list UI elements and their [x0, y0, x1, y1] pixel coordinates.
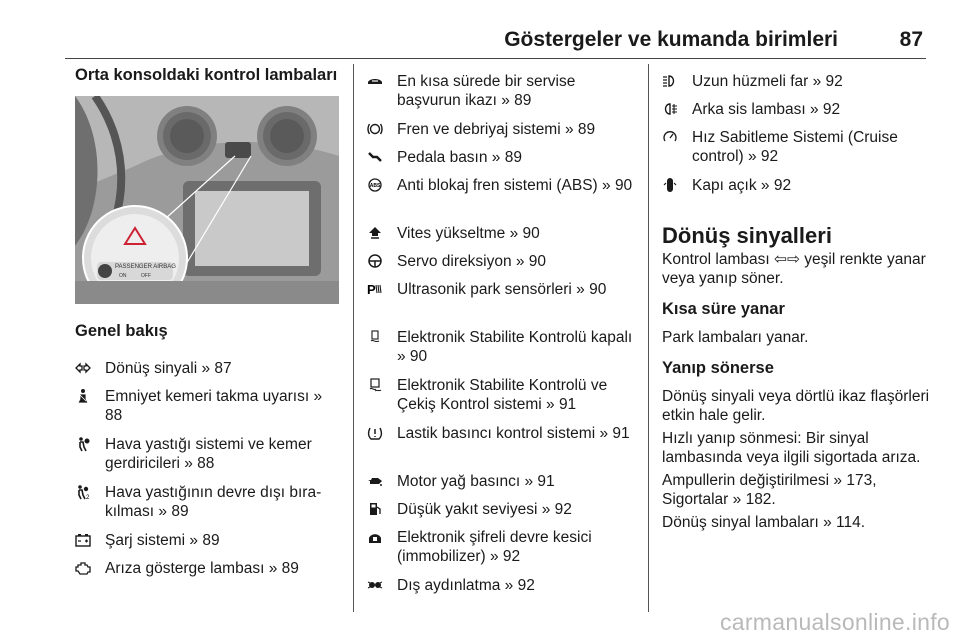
rear-fog-icon	[662, 100, 692, 119]
abs-icon	[367, 176, 397, 195]
list-item-text: Dış aydınlatma » 92	[397, 577, 535, 594]
console-illustration	[75, 96, 339, 304]
engine-icon	[75, 559, 105, 578]
high-beam-icon	[662, 72, 692, 91]
list-item	[662, 100, 932, 119]
battery-icon	[75, 531, 105, 550]
list-item-text: Elektronik Stabilite Kontrolü ve Çekiş Kontrol sistemi » 91	[397, 377, 608, 413]
list-item	[367, 328, 637, 366]
watermark: carmanualsonline.info	[719, 609, 950, 635]
list-item-text: Motor yağ basıncı » 91	[397, 473, 555, 490]
list-item	[367, 472, 637, 491]
paragraph: Park lambaları yanar.	[662, 329, 809, 346]
list-item	[367, 148, 637, 167]
list-item-text: Anti blokaj fren sistemi (ABS) » 90	[397, 177, 633, 194]
subheading: Yanıp sönerse	[662, 359, 774, 377]
list-item-text: Dönüş sinyali » 87	[105, 360, 232, 377]
section-title: Orta konsoldaki kontrol lambaları	[75, 66, 338, 84]
exterior-light-icon	[367, 576, 397, 595]
list-item	[75, 559, 341, 578]
tire-pressure-icon	[367, 424, 397, 443]
list-item	[662, 128, 932, 166]
list-item	[75, 483, 341, 521]
list-item-text: Pedala basın » 89	[397, 149, 522, 166]
fuel-icon	[367, 500, 397, 519]
list-item	[367, 424, 637, 443]
page-number: 87	[899, 28, 923, 51]
steering-icon	[367, 252, 397, 271]
list-item	[367, 576, 637, 595]
list-item	[367, 72, 637, 110]
svg-text:ABS: ABS	[369, 183, 381, 189]
list-item-text: Ultrasonik park sensörleri » 90	[397, 281, 607, 298]
paragraph: Dönüş sinyal lambaları » 114.	[662, 514, 866, 531]
pedal-icon	[367, 148, 397, 167]
list-item-text: Kapı açık » 92	[692, 177, 792, 194]
seatbelt-icon	[75, 387, 105, 425]
paragraph: Ampullerin değiştirilmesi » 173, Sigortalar » 182.	[662, 472, 877, 508]
console-photo	[75, 96, 339, 304]
esc-icon	[367, 376, 397, 414]
airbag-off-icon	[75, 483, 105, 521]
door-open-icon	[662, 176, 692, 195]
header-title: Göstergeler ve kumanda birimleri	[504, 28, 838, 51]
oil-icon	[367, 472, 397, 491]
list-item	[662, 176, 932, 195]
list-item	[367, 500, 637, 519]
airbag-icon	[75, 435, 105, 473]
subheading: Kısa süre yanar	[662, 300, 785, 318]
list-item-text: Elektronik şifreli devre kesici (immobilizer) » 92	[397, 529, 592, 565]
list-item-text: Düşük yakıt seviyesi » 92	[397, 501, 572, 518]
airbag-on-label: ON	[119, 273, 127, 279]
list-item	[367, 252, 637, 271]
list-item	[75, 359, 341, 378]
list-item-text: Hava yastığının devre dışı bırakılması » 89	[105, 484, 322, 520]
park-sensor-icon	[367, 280, 397, 299]
cruise-control-icon	[662, 128, 692, 166]
list-item-text: Şarj sistemi » 89	[105, 532, 220, 549]
list-item-text: Emniyet kemeri takma uyarısı » 88	[105, 388, 323, 424]
paragraph: Dönüş sinyali veya dörtlü ikaz flaşörleri etkin hale gelir.	[662, 388, 930, 424]
overview-title: Genel bakış	[75, 322, 168, 340]
airbag-off-label: OFF	[141, 273, 151, 279]
brake-icon	[367, 120, 397, 139]
list-item	[75, 531, 341, 550]
list-item-text: Elektronik Stabilite Kontrolü kapalı » 90	[397, 329, 633, 365]
list-item-text: Arıza gösterge lambası » 89	[105, 560, 299, 577]
list-item-text: Vites yükseltme » 90	[397, 225, 540, 242]
list-item-text: Hava yastığı sistemi ve kemer gerdiricileri » 88	[105, 436, 312, 472]
immobilizer-icon	[367, 528, 397, 566]
list-item	[75, 387, 341, 425]
list-item	[367, 280, 637, 299]
list-item-text: Arka sis lambası » 92	[692, 101, 841, 118]
esc-off-icon	[367, 328, 397, 366]
svg-text:2: 2	[86, 495, 90, 500]
list-item-text: Servo direksiyon » 90	[397, 253, 547, 270]
paragraph: Hızlı yanıp sönmesi: Bir sinyal lambasında veya ilgili sigortada arıza.	[662, 430, 921, 466]
list-item	[662, 72, 932, 91]
turn-signal-icon	[75, 359, 105, 378]
airbag-label: PASSENGER AIRBAG	[115, 264, 176, 270]
section-heading: Dönüş sinyalleri	[662, 223, 832, 248]
list-item	[367, 224, 637, 243]
page-header	[65, 28, 926, 56]
list-item-text: Hız Sabitleme Sistemi (Cruise control) » 92	[692, 129, 898, 165]
column-divider-2	[648, 64, 649, 612]
paragraph: Kontrol lambası ⇦⇨ yeşil renkte yanar veya yanıp söner.	[662, 251, 926, 287]
list-item-text: Uzun hüzmeli far » 92	[692, 73, 843, 90]
column-divider-1	[353, 64, 354, 612]
header-rule	[65, 58, 926, 59]
list-item	[367, 376, 637, 414]
svg-text:P: P	[367, 282, 376, 297]
list-item-text: Lastik basıncı kontrol sistemi » 91	[397, 425, 630, 442]
list-item	[367, 176, 637, 195]
service-wrench-icon	[367, 72, 397, 110]
upshift-icon	[367, 224, 397, 243]
list-item	[367, 528, 637, 566]
list-item	[367, 120, 637, 139]
list-item-text: Fren ve debriyaj sistemi » 89	[397, 121, 596, 138]
list-item-text: En kısa sürede bir servise başvurun ikazı » 89	[397, 73, 576, 109]
list-item	[75, 435, 341, 473]
